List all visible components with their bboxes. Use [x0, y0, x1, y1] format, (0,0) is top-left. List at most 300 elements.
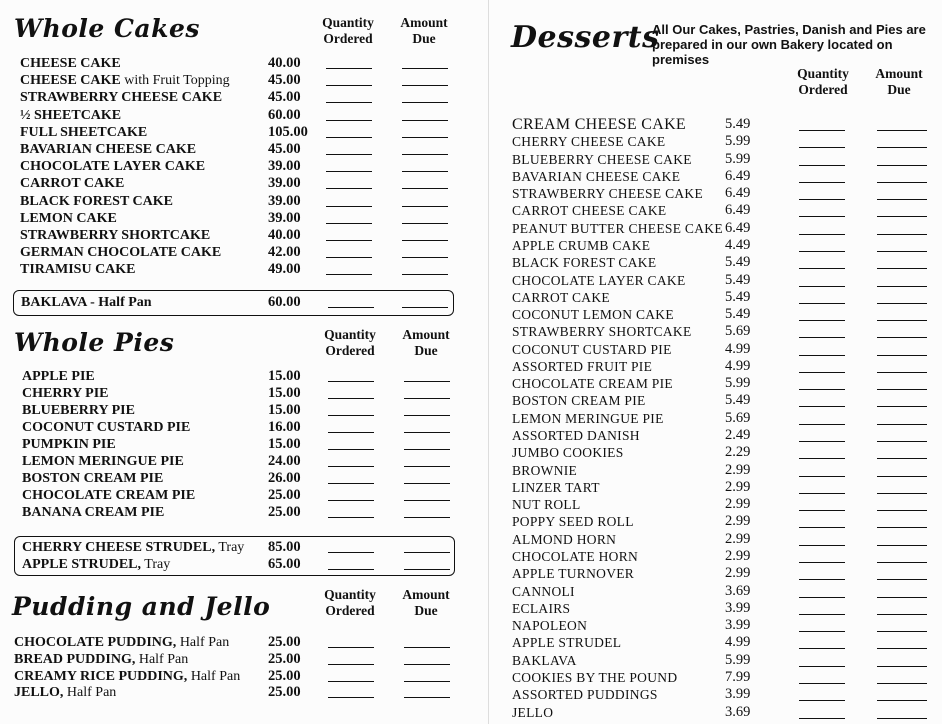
item-name — [20, 89, 222, 106]
quantity-blank[interactable] — [799, 631, 845, 632]
item-name — [20, 175, 124, 192]
whole-cakes-amount-header: Amount Due — [400, 15, 448, 46]
quantity-blank[interactable] — [799, 251, 845, 252]
dessert-price: 5.99 — [725, 133, 751, 150]
menu-row — [22, 402, 472, 419]
dessert-name: ASSORTED PUDDINGS — [512, 687, 658, 703]
quantity-blank[interactable] — [326, 120, 372, 121]
dessert-row — [512, 185, 937, 202]
amount-blank[interactable] — [402, 188, 448, 189]
amount-blank[interactable] — [404, 552, 450, 553]
dessert-price: 2.99 — [725, 548, 751, 564]
dessert-row — [512, 513, 937, 530]
amount-blank[interactable] — [877, 216, 927, 217]
quantity-blank[interactable] — [328, 569, 374, 570]
quantity-blank[interactable] — [328, 647, 374, 648]
dessert-price: 3.99 — [725, 599, 751, 616]
amount-blank[interactable] — [877, 286, 927, 287]
dessert-name: ASSORTED DANISH — [512, 428, 640, 444]
item-name-text: LEMON MERINGUE PIE — [22, 454, 184, 469]
amount-blank[interactable] — [877, 718, 927, 719]
item-name-text: ½ SHEETCAKE — [20, 107, 122, 123]
item-name — [20, 210, 117, 227]
item-name-text: FULL SHEETCAKE — [20, 124, 148, 140]
dessert-price: 5.69 — [725, 409, 751, 426]
dessert-row — [512, 652, 937, 669]
amount-blank[interactable] — [402, 68, 448, 69]
whole-pies-amount-header: Amount Due — [402, 327, 450, 358]
amount-blank[interactable] — [404, 381, 450, 382]
item-price: 49.00 — [268, 261, 301, 278]
amount-blank[interactable] — [404, 517, 450, 518]
amount-blank[interactable] — [877, 320, 927, 321]
dessert-row — [512, 133, 937, 150]
amount-blank[interactable] — [877, 406, 927, 407]
item-name — [22, 385, 109, 402]
menu-row — [20, 89, 470, 106]
amount-blank[interactable] — [404, 500, 450, 501]
item-name — [20, 72, 230, 89]
quantity-blank[interactable] — [326, 102, 372, 103]
dessert-name: ASSORTED FRUIT PIE — [512, 358, 653, 374]
item-name-text: COCONUT CUSTARD PIE — [22, 420, 191, 435]
item-name-text: BLUEBERRY PIE — [22, 403, 135, 418]
item-name — [22, 368, 95, 385]
dessert-row — [512, 323, 937, 340]
right-page — [488, 0, 942, 724]
quantity-blank[interactable] — [328, 664, 374, 665]
dessert-price: 2.99 — [725, 461, 751, 478]
menu-row — [14, 668, 464, 685]
amount-blank[interactable] — [402, 171, 448, 172]
item-name-text: TIRAMISU CAKE — [20, 262, 136, 278]
dessert-price: 3.99 — [725, 617, 751, 634]
item-name — [22, 453, 184, 470]
amount-blank[interactable] — [877, 562, 927, 563]
quantity-blank[interactable] — [326, 171, 372, 172]
quantity-blank[interactable] — [326, 206, 372, 207]
amount-blank[interactable] — [877, 597, 927, 598]
menu-row — [22, 487, 472, 504]
item-price: 105.00 — [268, 123, 308, 140]
amount-blank[interactable] — [877, 510, 927, 511]
quantity-blank[interactable] — [326, 274, 372, 275]
amount-blank[interactable] — [402, 307, 448, 308]
amount-blank[interactable] — [877, 700, 927, 701]
item-name — [14, 634, 229, 651]
amount-blank[interactable] — [877, 666, 927, 667]
amount-blank[interactable] — [877, 130, 927, 131]
dessert-name: LINZER TART — [512, 479, 600, 495]
quantity-blank[interactable] — [328, 681, 374, 682]
quantity-blank[interactable] — [326, 154, 372, 155]
pudding-amount-header: Amount Due — [402, 587, 450, 618]
dessert-name: CHERRY CHEESE CAKE — [512, 134, 666, 150]
menu-row — [21, 294, 471, 311]
dessert-name: ALMOND HORN — [512, 531, 617, 547]
dessert-name: CHOCOLATE LAYER CAKE — [512, 272, 686, 288]
quantity-blank[interactable] — [799, 579, 845, 580]
dessert-price: 4.49 — [725, 236, 751, 253]
dessert-price: 4.99 — [725, 357, 751, 374]
item-name-text: CHERRY CHEESE STRUDEL, — [22, 540, 216, 555]
dessert-price: 6.49 — [725, 167, 751, 184]
amount-blank[interactable] — [877, 545, 927, 546]
quantity-blank[interactable] — [799, 614, 845, 615]
quantity-blank[interactable] — [328, 449, 374, 450]
item-price: 40.00 — [268, 55, 301, 71]
dessert-row — [512, 583, 937, 600]
amount-blank[interactable] — [877, 268, 927, 269]
item-name-detail: Half Pan — [176, 635, 230, 650]
amount-blank[interactable] — [877, 234, 927, 235]
quantity-blank[interactable] — [799, 718, 845, 719]
quantity-blank[interactable] — [328, 307, 374, 308]
menu-row — [20, 227, 470, 244]
dessert-price: 5.49 — [725, 392, 751, 409]
dessert-name: APPLE TURNOVER — [512, 566, 635, 582]
item-name — [20, 141, 196, 158]
item-price: 65.00 — [268, 556, 301, 572]
amount-blank[interactable] — [877, 683, 927, 684]
amount-blank[interactable] — [404, 664, 450, 665]
item-price: 85.00 — [268, 539, 301, 555]
item-price: 40.00 — [268, 227, 301, 243]
quantity-blank[interactable] — [326, 223, 372, 224]
item-price: 25.00 — [268, 504, 301, 520]
dessert-row — [512, 306, 937, 323]
item-name-text: CREAMY RICE PUDDING, — [14, 668, 188, 684]
quantity-blank[interactable] — [799, 597, 845, 598]
quantity-blank[interactable] — [799, 147, 845, 148]
item-name — [14, 651, 188, 668]
dessert-row — [512, 220, 937, 237]
quantity-blank[interactable] — [799, 458, 845, 459]
item-price: 25.00 — [268, 667, 301, 684]
dessert-price: 2.99 — [725, 513, 751, 530]
dessert-name: COCONUT LEMON CAKE — [512, 307, 674, 323]
amount-blank[interactable] — [877, 614, 927, 615]
menu-row — [20, 261, 470, 278]
amount-blank[interactable] — [404, 569, 450, 570]
item-name — [20, 55, 121, 72]
item-name-text: BAKLAVA - Half Pan — [21, 295, 152, 310]
menu-row — [22, 504, 472, 521]
item-name — [14, 668, 240, 685]
item-name-detail: Half Pan — [63, 685, 117, 701]
dessert-name: CARROT CHEESE CAKE — [512, 203, 667, 219]
pudding-qty-header: Quantity Ordered — [324, 587, 376, 618]
item-name-detail: Tray — [215, 540, 245, 555]
quantity-blank[interactable] — [799, 320, 845, 321]
menu-row — [22, 368, 472, 385]
menu-row — [22, 539, 472, 556]
item-name-text: STRAWBERRY CHEESE CAKE — [20, 90, 223, 106]
menu-row — [14, 651, 464, 668]
item-name-text: BAVARIAN CHEESE CAKE — [20, 142, 197, 157]
amount-blank[interactable] — [877, 424, 927, 425]
dessert-name: CHOCOLATE HORN — [512, 549, 639, 564]
dessert-name: NAPOLEON — [512, 618, 588, 634]
amount-blank[interactable] — [404, 681, 450, 682]
amount-blank[interactable] — [402, 102, 448, 103]
quantity-blank[interactable] — [328, 697, 374, 698]
quantity-blank[interactable] — [326, 240, 372, 241]
dessert-row — [512, 462, 937, 479]
dessert-name: CANNOLI — [512, 583, 575, 599]
item-name — [22, 504, 164, 521]
dessert-name: ECLAIRS — [512, 600, 571, 616]
amount-blank[interactable] — [877, 579, 927, 580]
menu-row — [20, 175, 470, 192]
amount-blank[interactable] — [402, 257, 448, 258]
quantity-blank[interactable] — [326, 257, 372, 258]
item-price: 16.00 — [268, 419, 301, 435]
dessert-row — [512, 358, 937, 375]
item-name-text: CARROT CAKE — [20, 176, 125, 192]
item-name-text: APPLE PIE — [22, 369, 95, 384]
item-name-detail: Half Pan — [135, 651, 189, 667]
quantity-blank[interactable] — [799, 562, 845, 563]
bakery-note: All Our Cakes, Pastries, Danish and Pies are prepared in our own Bakery located on premises — [652, 22, 926, 67]
dessert-row — [512, 531, 937, 548]
dessert-price: 5.49 — [725, 254, 751, 271]
amount-blank[interactable] — [877, 355, 927, 356]
item-name — [20, 158, 205, 175]
quantity-blank[interactable] — [328, 466, 374, 467]
dessert-row — [512, 704, 937, 721]
menu-row — [20, 193, 470, 210]
amount-blank[interactable] — [877, 337, 927, 338]
menu-row — [20, 55, 470, 72]
desserts-heading: Desserts — [511, 20, 660, 55]
dessert-row — [512, 600, 937, 617]
quantity-blank[interactable] — [799, 424, 845, 425]
quantity-blank[interactable] — [799, 493, 845, 494]
quantity-blank[interactable] — [326, 137, 372, 138]
dessert-row — [512, 634, 937, 651]
dessert-row — [512, 289, 937, 306]
item-name — [22, 402, 135, 419]
item-price: 25.00 — [268, 684, 301, 701]
amount-blank[interactable] — [877, 199, 927, 200]
quantity-blank[interactable] — [799, 234, 845, 235]
quantity-blank[interactable] — [799, 545, 845, 546]
dessert-price: 5.69 — [725, 323, 751, 340]
quantity-blank[interactable] — [799, 389, 845, 390]
menu-row — [14, 684, 464, 701]
item-name-text: CHOCOLATE PUDDING, — [14, 635, 177, 650]
quantity-blank[interactable] — [799, 527, 845, 528]
amount-blank[interactable] — [404, 697, 450, 698]
item-name-text: CHERRY PIE — [22, 386, 109, 401]
dessert-name: COOKIES BY THE POUND — [512, 669, 678, 685]
menu-row — [22, 385, 472, 402]
item-price: 39.00 — [268, 175, 301, 192]
quantity-blank[interactable] — [328, 517, 374, 518]
dessert-row — [512, 254, 937, 271]
item-name — [22, 556, 170, 573]
item-price: 42.00 — [268, 244, 301, 261]
amount-blank[interactable] — [402, 85, 448, 86]
amount-blank[interactable] — [404, 647, 450, 648]
dessert-row — [512, 375, 937, 392]
item-price: 15.00 — [268, 402, 301, 418]
amount-blank[interactable] — [877, 493, 927, 494]
item-price: 15.00 — [268, 436, 301, 452]
dessert-price: 5.49 — [725, 288, 751, 305]
item-price: 39.00 — [268, 209, 301, 226]
quantity-blank[interactable] — [328, 415, 374, 416]
amount-blank[interactable] — [404, 432, 450, 433]
amount-blank[interactable] — [877, 147, 927, 148]
quantity-blank[interactable] — [328, 552, 374, 553]
amount-blank[interactable] — [404, 449, 450, 450]
dessert-name: NUT ROLL — [512, 497, 581, 513]
item-price: 45.00 — [268, 89, 301, 106]
quantity-blank[interactable] — [328, 398, 374, 399]
amount-blank[interactable] — [877, 458, 927, 459]
quantity-blank[interactable] — [799, 130, 845, 131]
quantity-blank[interactable] — [799, 648, 845, 649]
dessert-name: BROWNIE — [512, 462, 578, 478]
amount-blank[interactable] — [877, 441, 927, 442]
quantity-blank[interactable] — [799, 666, 845, 667]
amount-blank[interactable] — [877, 372, 927, 373]
amount-blank[interactable] — [402, 120, 448, 121]
dessert-name: BAKLAVA — [512, 652, 577, 668]
dessert-name: APPLE STRUDEL — [512, 635, 622, 651]
quantity-blank[interactable] — [799, 286, 845, 287]
amount-blank[interactable] — [404, 398, 450, 399]
amount-blank[interactable] — [402, 240, 448, 241]
amount-blank[interactable] — [402, 223, 448, 224]
item-name — [20, 124, 147, 141]
quantity-blank[interactable] — [799, 372, 845, 373]
amount-blank[interactable] — [402, 154, 448, 155]
item-name-detail: with Fruit Topping — [120, 73, 230, 89]
amount-blank[interactable] — [402, 137, 448, 138]
menu-row — [20, 141, 470, 158]
quantity-blank[interactable] — [799, 165, 845, 166]
item-price: 15.00 — [268, 385, 301, 401]
item-name-text: CHOCOLATE LAYER CAKE — [20, 159, 206, 175]
menu-row — [20, 210, 470, 227]
item-name-text: BANANA CREAM PIE — [22, 505, 165, 520]
item-name — [20, 244, 221, 261]
dessert-price: 4.99 — [725, 340, 751, 357]
amount-blank[interactable] — [877, 648, 927, 649]
menu-row — [22, 470, 472, 487]
amount-blank[interactable] — [404, 415, 450, 416]
item-price: 39.00 — [268, 158, 301, 175]
amount-blank[interactable] — [404, 466, 450, 467]
amount-blank[interactable] — [404, 483, 450, 484]
quantity-blank[interactable] — [799, 182, 845, 183]
dessert-name: STRAWBERRY SHORTCAKE — [512, 324, 692, 340]
item-price: 25.00 — [268, 650, 301, 667]
quantity-blank[interactable] — [799, 303, 845, 304]
quantity-blank[interactable] — [799, 683, 845, 684]
dessert-row — [512, 479, 937, 496]
item-name-text: BREAD PUDDING, — [14, 651, 136, 667]
quantity-blank[interactable] — [799, 199, 845, 200]
amount-blank[interactable] — [877, 527, 927, 528]
dessert-price: 2.49 — [725, 427, 751, 444]
quantity-blank[interactable] — [328, 500, 374, 501]
item-name — [22, 436, 116, 453]
quantity-blank[interactable] — [799, 355, 845, 356]
dessert-row — [512, 272, 937, 289]
item-price: 25.00 — [268, 634, 301, 650]
dessert-price: 3.69 — [725, 703, 751, 720]
whole-cakes-heading: Whole Cakes — [14, 14, 200, 43]
dessert-row — [512, 669, 937, 686]
dessert-price: 5.99 — [725, 375, 751, 392]
quantity-blank[interactable] — [326, 188, 372, 189]
amount-blank[interactable] — [877, 631, 927, 632]
dessert-row — [512, 410, 937, 427]
item-name-detail: Half Pan — [187, 668, 241, 684]
quantity-blank[interactable] — [799, 216, 845, 217]
quantity-blank[interactable] — [799, 476, 845, 477]
quantity-blank[interactable] — [799, 441, 845, 442]
dessert-price: 7.99 — [725, 668, 751, 685]
item-name — [20, 193, 173, 210]
dessert-price: 5.99 — [725, 150, 751, 167]
item-name-detail: Tray — [141, 557, 171, 572]
quantity-blank[interactable] — [799, 337, 845, 338]
dessert-row — [512, 168, 937, 185]
dessert-row — [512, 116, 937, 133]
quantity-blank[interactable] — [326, 85, 372, 86]
quantity-blank[interactable] — [328, 381, 374, 382]
amount-blank[interactable] — [877, 476, 927, 477]
amount-blank[interactable] — [877, 251, 927, 252]
amount-blank[interactable] — [402, 206, 448, 207]
whole-cakes-qty-header: Quantity Ordered — [322, 15, 374, 46]
quantity-blank[interactable] — [799, 700, 845, 701]
quantity-blank[interactable] — [328, 483, 374, 484]
item-name-text: BLACK FOREST CAKE — [20, 193, 173, 209]
dessert-price: 2.29 — [725, 444, 751, 461]
quantity-blank[interactable] — [326, 68, 372, 69]
amount-blank[interactable] — [877, 165, 927, 166]
item-price: 24.00 — [268, 453, 301, 469]
quantity-blank[interactable] — [799, 268, 845, 269]
dessert-price: 3.99 — [725, 686, 751, 703]
amount-blank[interactable] — [877, 182, 927, 183]
dessert-name: JELLO — [512, 704, 554, 720]
amount-blank[interactable] — [877, 303, 927, 304]
item-name — [20, 107, 121, 124]
quantity-blank[interactable] — [799, 406, 845, 407]
dessert-row — [512, 237, 937, 254]
amount-blank[interactable] — [402, 274, 448, 275]
quantity-blank[interactable] — [799, 510, 845, 511]
item-name — [22, 487, 195, 504]
dessert-name: CARROT CAKE — [512, 289, 610, 305]
whole-pies-heading: Whole Pies — [14, 328, 175, 357]
desserts-qty-header: Quantity Ordered — [797, 66, 849, 97]
menu-row — [20, 158, 470, 175]
quantity-blank[interactable] — [328, 432, 374, 433]
dessert-price: 5.99 — [725, 651, 751, 668]
menu-row — [22, 556, 472, 573]
amount-blank[interactable] — [877, 389, 927, 390]
dessert-price: 2.99 — [725, 530, 751, 547]
dessert-price: 2.99 — [725, 478, 751, 495]
